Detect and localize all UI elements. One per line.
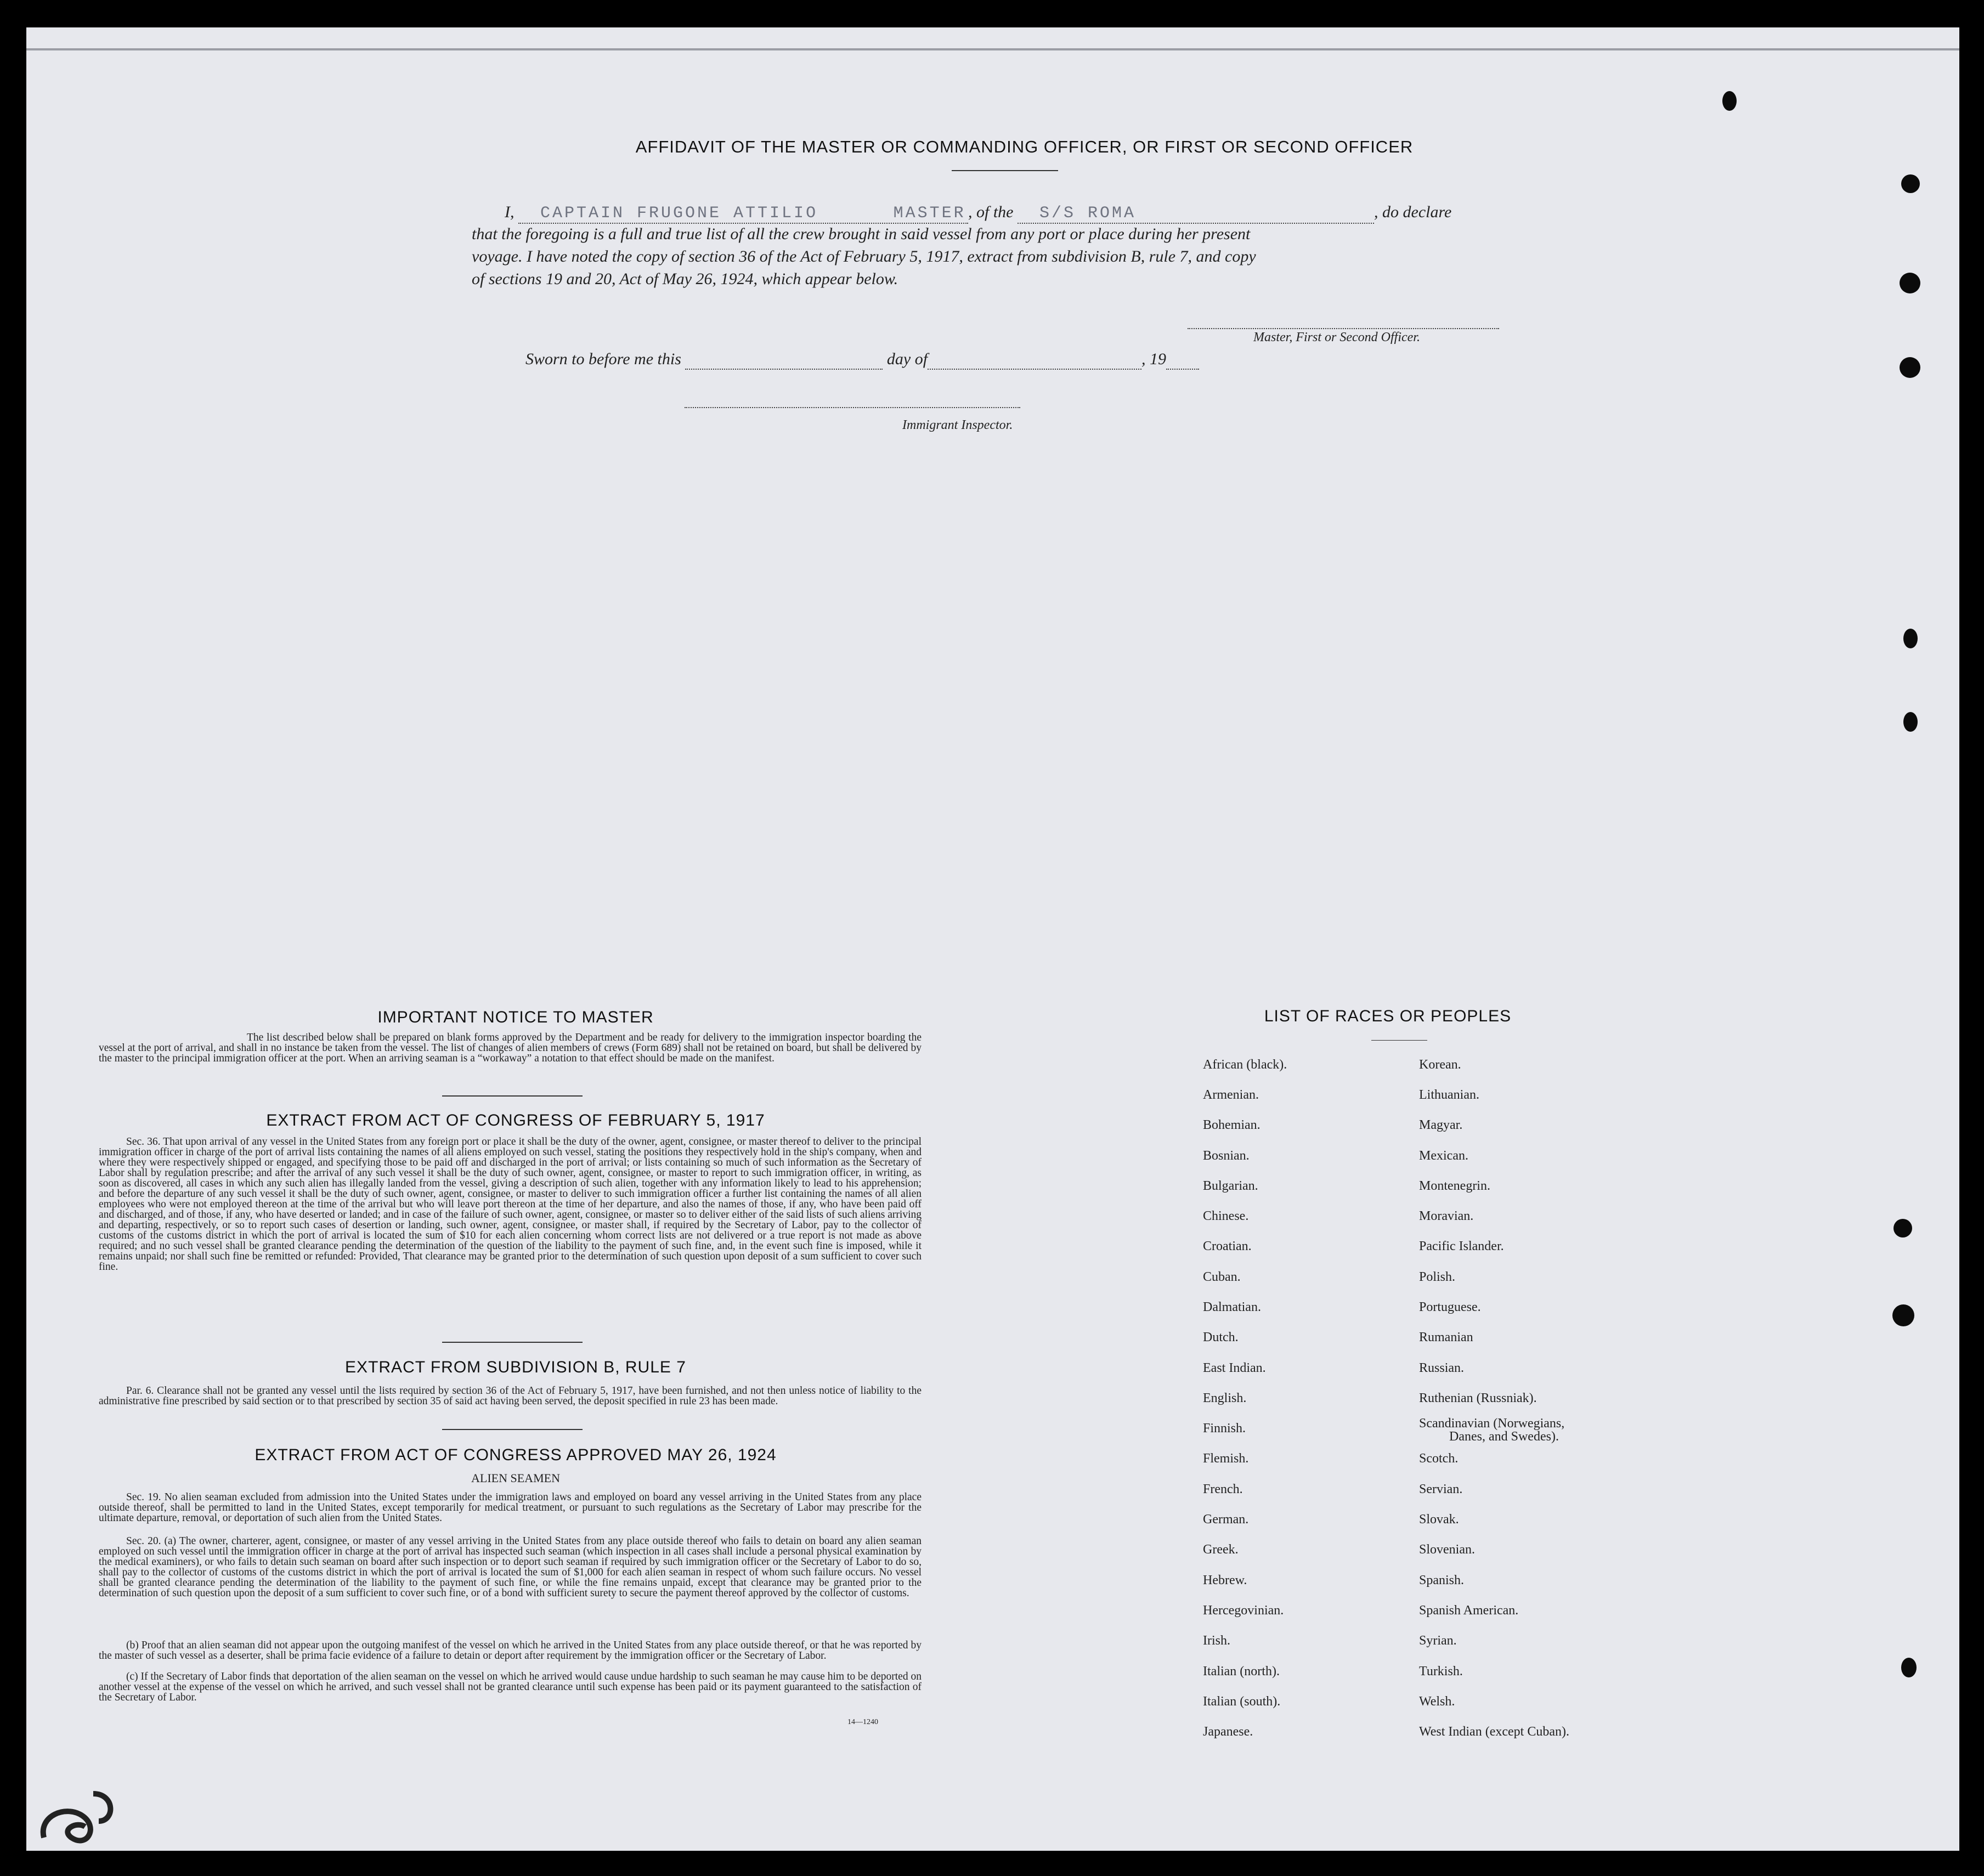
sworn-prefix: Sworn to before me this <box>525 350 681 368</box>
notice-text: The list described below shall be prepared on blank forms approved by the Department and be ready for delivery to the immigration inspector boarding the vessel at the port of arrival, and shall in no instance be taken from the vessel. The list of changes of alien members of crews (Form 689) shall not be retained on board, but shall be delivered by the master to the principal immigration officer at the port. When an arriving seaman is a “workaway” a notation to that effect should be made on the manifest. <box>99 1032 922 1064</box>
race-item: English. <box>1203 1391 1247 1405</box>
race-item: Cuban. <box>1203 1270 1241 1284</box>
section-20a-text: Sec. 20. (a) The owner, charterer, agent, consignee, or master of any vessel arriving in the United States from any place outside thereof who fails to detain on board any alien seaman employed on such vessel until the immigration officer in charge at the port of arrival has inspected such seaman (which inspection in all cases shall include a personal physical examination by the medical examiners), or who fails to detain such seaman on board after such inspection or to deport such seaman if required by such immigration officer or the Secretary of Labor to do so, shall pay to the collector of customs of the customs district in which the port of arrival is located the sum of $1,000 for each alien seaman in respect of whom such failure occurs. No vessel shall be granted clearance pending the determination of the liability to the payment of such fine, or while the fine remains unpaid, except that clearance may be granted prior to the determination of such question upon the deposit of a sum sufficient to cover such fine, or of a bond with sufficient surety to secure the payment thereof approved by the collector of customs. <box>99 1535 922 1599</box>
master-name-field[interactable] <box>518 203 968 224</box>
of-the-label: , of the <box>968 203 1014 221</box>
binder-hole <box>1900 273 1920 293</box>
vessel-field[interactable] <box>1018 203 1374 224</box>
race-item: Hebrew. <box>1203 1573 1247 1587</box>
year-prefix: , 19 <box>1141 350 1167 368</box>
affidavit-title-rule <box>952 170 1058 171</box>
extract-1917-rule <box>442 1342 583 1343</box>
master-name: CAPTAIN FRUGONE ATTILIO <box>540 204 818 223</box>
binder-hole <box>1892 1304 1914 1326</box>
race-item: Slovak. <box>1419 1512 1459 1527</box>
extract-1917-text: Sec. 36. That upon arrival of any vessel in the United States from any foreign port or place it shall be the duty of the owner, agent, consignee, or master thereof to deliver to the principal immigration officer in charge of the port of arrival lists containing the names of all aliens employed on such vessel, stating the positions they respectively hold in the ship's company, when and where they were respectively shipped or engaged, and specifying those to be paid off and discharged in the port of arrival; or lists containing so much of such information as the Secretary of Labor shall by regulation prescribe; and after the arrival of any such vessel it shall be the duty of such owner, agent, consignee, or master to report to such immigration officer, in writing, as soon as discovered, all cases in which any such alien has illegally landed from the vessel, giving a description of such alien, together with any information likely to lead to his apprehension; and before the departure of any such vessel it shall be the duty of such owner, agent, consignee, or master to deliver to such immigration officer a further list containing the names of all alien employees who were not employed thereon at the time of the arrival but who will leave port thereon at the time of her departure, and also the names of those, if any, who have been paid off and discharged, and of those, if any, who have deserted or landed; and in case of the failure of such owner, agent, consignee, or master so to deliver either of the said lists of such aliens arriving and departing, respectively, or so to report such cases of desertion or landing, such owner, agent, consignee, or master shall, if required by the Secretary of Labor, pay to the collector of customs of the customs district in which the port of arrival is located the sum of $10 for each alien concerning whom correct lists are not delivered or a true report is not made as above required; and no such vessel shall be granted clearance pending the determination of the question of the liability to the payment of such fine, and, in the event such fine is imposed, while it remains unpaid; nor shall such fine be remitted or refunded: Provided, That clearance may be granted prior to the determination of such question upon deposit of a sum sufficient to cover such fine. <box>99 1136 922 1273</box>
binder-hole <box>1903 629 1918 648</box>
race-item-continuation: Danes, and Swedes). <box>1449 1429 1559 1444</box>
race-item: Chinese. <box>1203 1209 1249 1223</box>
race-item: Ruthenian (Russniak). <box>1419 1391 1537 1405</box>
race-item: Portuguese. <box>1419 1300 1481 1314</box>
race-item: Croatian. <box>1203 1239 1252 1253</box>
race-item: Bulgarian. <box>1203 1179 1258 1193</box>
affidavit-line-4: of sections 19 and 20, Act of May 26, 1924, which appear below. <box>472 270 898 288</box>
race-item: East Indian. <box>1203 1361 1266 1375</box>
binder-hole <box>1903 712 1918 732</box>
section-20b-text: (b) Proof that an alien seaman did not appear upon the outgoing manifest of the vessel on which he arrived in the United States from any place outside thereof, or that he was reported by the master of such vessel as a deserter, shall be prima facie evidence of a failure to detain or deport after requirement by the immigration officer or the Secretary of Labor. <box>99 1640 922 1662</box>
signature-label: Master, First or Second Officer. <box>1253 330 1420 344</box>
extract-rule7-rule <box>442 1429 583 1430</box>
race-item: Spanish. <box>1419 1573 1465 1587</box>
day-of-label: day of <box>886 350 928 368</box>
race-item: Japanese. <box>1203 1725 1253 1739</box>
race-item: Russian. <box>1419 1361 1465 1375</box>
race-item: Polish. <box>1419 1270 1456 1284</box>
races-rule <box>1371 1040 1427 1041</box>
race-item: Finnish. <box>1203 1421 1246 1436</box>
do-declare-label: , do declare <box>1374 203 1452 221</box>
race-item: Scotch. <box>1419 1451 1459 1466</box>
race-item: Bohemian. <box>1203 1118 1261 1132</box>
affidavit-title: AFFIDAVIT OF THE MASTER OR COMMANDING OFFICER, OR FIRST OR SECOND OFFICER <box>635 137 1414 156</box>
race-item: Montenegrin. <box>1419 1179 1490 1193</box>
race-item: Flemish. <box>1203 1451 1249 1466</box>
affidavit-prefix: I, <box>505 203 515 221</box>
affidavit-line-3: voyage. I have noted the copy of section 36 of the Act of February 5, 1917, extract from subdivision B, rule 7, and copy <box>472 247 1256 265</box>
race-item: French. <box>1203 1482 1243 1496</box>
binder-hole <box>1893 1219 1912 1238</box>
page-curl-decoration <box>33 1772 121 1849</box>
race-item: Rumanian <box>1419 1330 1473 1344</box>
race-item: Italian (north). <box>1203 1664 1280 1679</box>
race-item: Armenian. <box>1203 1088 1259 1102</box>
race-item: Bosnian. <box>1203 1149 1250 1163</box>
vessel-name: S/S ROMA <box>1039 204 1137 223</box>
binder-hole <box>1900 357 1920 378</box>
section-20c-text: (c) If the Secretary of Labor finds that deportation of the alien seaman on the vessel on which he arrived would cause undue hardship to such seaman he may cause him to be deported on another vessel at the expense of the vessel on which he arrived, and such vessel shall not be granted clearance until such expense has been paid or its payment guaranteed to the satisfaction of the Secretary of Labor. <box>99 1671 922 1703</box>
race-item: Syrian. <box>1419 1634 1457 1648</box>
race-item: Dalmatian. <box>1203 1300 1261 1314</box>
binder-hole <box>1901 174 1920 193</box>
sworn-day-field[interactable] <box>685 350 883 370</box>
extract-rule7-title: EXTRACT FROM SUBDIVISION B, RULE 7 <box>345 1358 686 1376</box>
inspector-signature-line[interactable] <box>685 407 1020 408</box>
inspector-label: Immigrant Inspector. <box>902 418 1013 432</box>
race-item: Moravian. <box>1419 1209 1474 1223</box>
race-item: Mexican. <box>1419 1149 1468 1163</box>
race-item: Welsh. <box>1419 1694 1455 1709</box>
race-item: Korean. <box>1419 1058 1461 1072</box>
extract-1924-title: EXTRACT FROM ACT OF CONGRESS APPROVED MAY 26, 1924 <box>255 1446 777 1464</box>
race-item: Servian. <box>1419 1482 1463 1496</box>
section-19-text: Sec. 19. No alien seaman excluded from admission into the United States under the immigration laws and employed on board any vessel arriving in the United States from any place outside thereof, shall be permitted to land in the United States, except temporarily for medical treatment, or pursuant to such regulations as the Secretary of Labor may prescribe for the ultimate departure, removal, or deportation of such alien from the United States. <box>99 1491 922 1524</box>
races-title: LIST OF RACES OR PEOPLES <box>1264 1007 1512 1025</box>
notice-title: IMPORTANT NOTICE TO MASTER <box>377 1008 654 1026</box>
notice-rule <box>442 1095 583 1097</box>
race-item: German. <box>1203 1512 1249 1527</box>
affidavit-line-1 <box>505 203 1451 224</box>
top-edge-line <box>26 48 1959 50</box>
race-item: Magyar. <box>1419 1118 1463 1132</box>
race-item: Hercegovinian. <box>1203 1603 1284 1618</box>
race-item: Italian (south). <box>1203 1694 1281 1709</box>
signature-line[interactable] <box>1188 328 1499 329</box>
binder-hole <box>1901 1658 1917 1677</box>
race-item: Scandinavian (Norwegians, <box>1419 1416 1565 1431</box>
sworn-year-field[interactable] <box>1166 350 1199 370</box>
race-item: Turkish. <box>1419 1664 1463 1679</box>
race-item: Irish. <box>1203 1634 1230 1648</box>
race-item: Dutch. <box>1203 1330 1239 1344</box>
sworn-month-field[interactable] <box>928 350 1141 370</box>
sworn-line <box>525 350 1199 370</box>
race-item: West Indian (except Cuban). <box>1419 1725 1569 1739</box>
master-title: MASTER <box>893 204 966 223</box>
extract-1917-title: EXTRACT FROM ACT OF CONGRESS OF FEBRUARY 5, 1917 <box>266 1111 765 1129</box>
race-item: Lithuanian. <box>1419 1088 1479 1102</box>
form-number: 14—1240 <box>847 1718 878 1726</box>
extract-rule7-text: Par. 6. Clearance shall not be granted any vessel until the lists required by section 36 of the Act of February 5, 1917, have been furnished, and not then unless notice of liability to the administrative fine prescribed by said section or to that prescribed by section 35 of said act having been served, the deposit specified in rule 23 has been made. <box>99 1385 922 1407</box>
affidavit-line-2: that the foregoing is a full and true list of all the crew brought in said vessel from any port or place during her present <box>472 225 1251 243</box>
race-item: Greek. <box>1203 1542 1239 1557</box>
race-item: Pacific Islander. <box>1419 1239 1504 1253</box>
alien-seamen-subtitle: ALIEN SEAMEN <box>471 1471 560 1485</box>
binder-hole <box>1722 91 1737 111</box>
race-item: African (black). <box>1203 1058 1287 1072</box>
race-item: Slovenian. <box>1419 1542 1475 1557</box>
race-item: Spanish American. <box>1419 1603 1519 1618</box>
